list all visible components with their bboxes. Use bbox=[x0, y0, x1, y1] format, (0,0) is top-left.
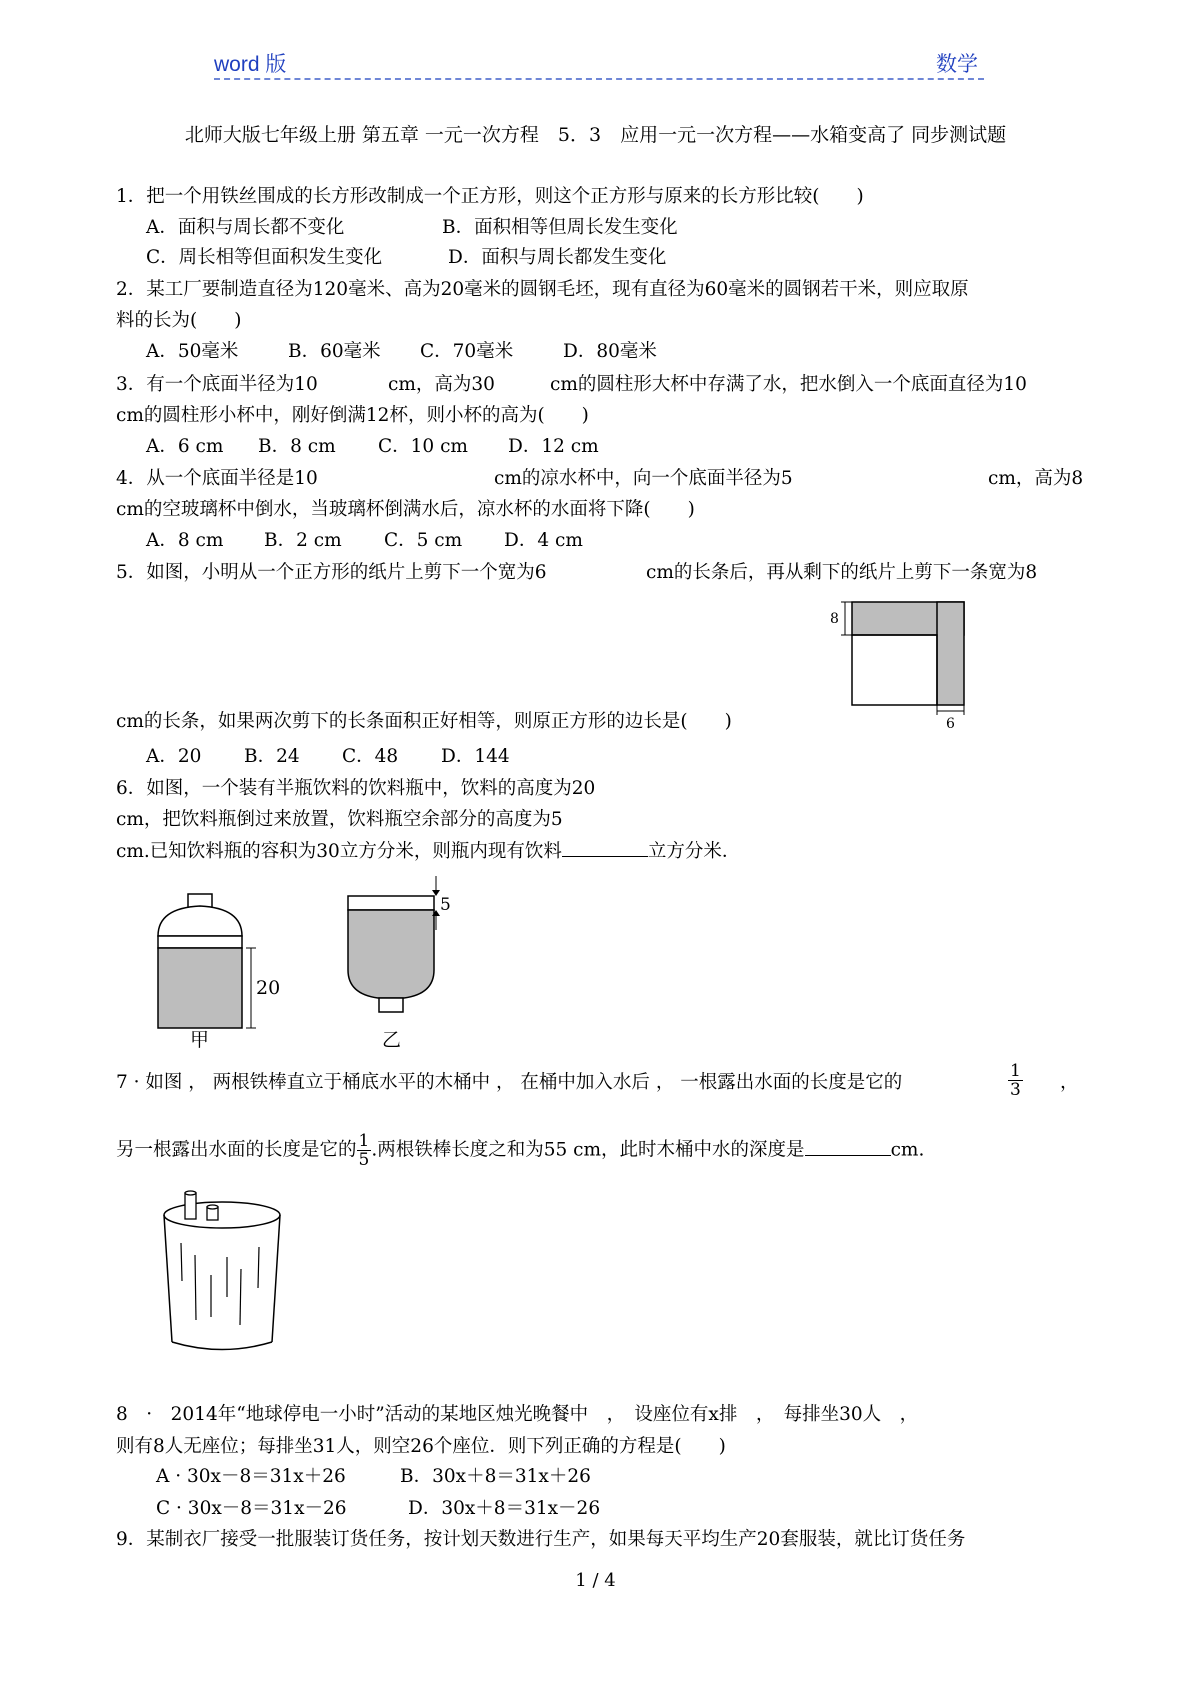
q7-stem-line1: 7 · 如图 ， 两根铁棒直立于桶底水平的木桶中 ， 在桶中加入水后 ， 一根露出水面的长度是它的 bbox=[116, 1072, 903, 1093]
q7-frac2-num: 1 bbox=[358, 1131, 370, 1151]
q4-option-a: A．8 cm bbox=[146, 530, 224, 551]
q6-stem-line2: cm，把饮料瓶倒过来放置，饮料瓶空余部分的高度为5 bbox=[116, 809, 563, 830]
q3-stem-part2: cm，高为30 bbox=[388, 374, 495, 395]
q6-stem-line3a: cm.已知饮料瓶的容积为30立方分米，则瓶内现有饮料 bbox=[116, 841, 562, 862]
q7-frac1-den: 3 bbox=[1010, 1080, 1021, 1100]
q6-stem-line3 bbox=[116, 838, 740, 865]
q7-stem-line2 bbox=[116, 1132, 924, 1169]
q6-bottle-figure bbox=[150, 866, 470, 1051]
q5-option-d: D．144 bbox=[441, 746, 510, 767]
q6-label-yi: 乙 bbox=[382, 1029, 402, 1051]
page-title: 北师大版七年级上册 第五章 一元一次方程 5．3 应用一元一次方程——水箱变高了 同步测试题 bbox=[184, 124, 1007, 146]
q3-stem-part3: cm的圆柱形大杯中存满了水，把水倒入一个底面直径为10 bbox=[550, 374, 1027, 395]
q4-stem-part2: cm的凉水杯中，向一个底面半径为5 bbox=[494, 468, 793, 489]
q5-option-a: A．20 bbox=[146, 746, 202, 767]
header-subject: 数学 bbox=[936, 52, 978, 76]
q3-stem-part1: 3．有一个底面半径为10 bbox=[116, 374, 318, 395]
q2-stem-line2: 料的长为( ) bbox=[116, 310, 242, 331]
q4-stem-part3: cm，高为8 bbox=[988, 468, 1084, 489]
q7-stem-part2: 另一根露出水面的长度是它的 bbox=[116, 1139, 357, 1161]
q4-stem-part1: 4．从一个底面半径是10 bbox=[116, 468, 318, 489]
q1-option-b: B．面积相等但周长发生变化 bbox=[442, 217, 678, 238]
q4-stem-line2: cm的空玻璃杯中倒水，当玻璃杯倒满水后，凉水杯的水面将下降( ) bbox=[116, 499, 695, 520]
q7-comma: ， bbox=[1060, 1072, 1079, 1093]
q7-stem-part3: .两根铁棒长度之和为55 cm，此时木桶中水的深度是 bbox=[371, 1139, 805, 1161]
q5-option-b: B．24 bbox=[244, 746, 300, 767]
q3-option-c: C．10 cm bbox=[378, 436, 468, 457]
q5-label-8: 8 bbox=[830, 611, 839, 627]
q3-stem-line2: cm的圆柱形小杯中，刚好倒满12杯，则小杯的高为( ) bbox=[116, 405, 589, 426]
q7-bucket-figure bbox=[155, 1185, 295, 1355]
q1-option-a: A．面积与周长都不变化 bbox=[146, 217, 345, 238]
q4-option-d: D．4 cm bbox=[504, 530, 583, 551]
q5-label-6: 6 bbox=[946, 716, 955, 732]
q1-stem: 1．把一个用铁丝围成的长方形改制成一个正方形，则这个正方形与原来的长方形比较( ) bbox=[116, 186, 864, 207]
q6-stem-line3b: 立方分米． bbox=[647, 841, 741, 862]
q8-option-d: D．30x＋8＝31x－26 bbox=[408, 1498, 601, 1519]
q4-option-b: B．2 cm bbox=[264, 530, 342, 551]
q6-label-5: 5 bbox=[440, 895, 451, 915]
q5-stem-line2: cm的长条，如果两次剪下的长条面积正好相等，则原正方形的边长是( ) bbox=[116, 711, 732, 732]
q3-option-b: B．8 cm bbox=[258, 436, 336, 457]
q2-option-d: D．80毫米 bbox=[563, 341, 657, 362]
q3-option-d: D．12 cm bbox=[508, 436, 599, 457]
q6-label-20: 20 bbox=[256, 977, 281, 999]
header-word-version: word 版 bbox=[214, 53, 287, 76]
q2-option-c: C．70毫米 bbox=[420, 341, 514, 362]
q5-option-c: C．48 bbox=[342, 746, 399, 767]
q7-stem-part4: cm. bbox=[890, 1139, 925, 1161]
q2-option-a: A．50毫米 bbox=[146, 341, 239, 362]
q8-stem-line1: 8 · 2014年“地球停电一小时”活动的某地区烛光晚餐中 ， 设座位有x排 ， 每排坐30人 ， bbox=[116, 1404, 919, 1425]
q8-option-b: B．30x＋8＝31x＋26 bbox=[400, 1466, 591, 1487]
q1-option-d: D．面积与周长都发生变化 bbox=[448, 247, 667, 268]
q2-option-b: B．60毫米 bbox=[288, 341, 381, 362]
q5-square-figure bbox=[825, 600, 975, 730]
q7-fraction-1-3 bbox=[1008, 1062, 1023, 1099]
q1-option-c: C．周长相等但面积发生变化 bbox=[146, 247, 383, 268]
q5-stem-part1: 5．如图，小明从一个正方形的纸片上剪下一个宽为6 bbox=[116, 562, 547, 583]
header-divider bbox=[214, 78, 984, 80]
q5-stem-part2: cm的长条后，再从剩下的纸片上剪下一条宽为8 bbox=[646, 562, 1038, 583]
q9-stem-line1: 9．某制衣厂接受一批服装订货任务，按计划天数进行生产，如果每天平均生产20套服装，就比订货任务 bbox=[116, 1529, 966, 1550]
q8-option-c: C · 30x－8＝31x－26 bbox=[156, 1498, 347, 1519]
q6-label-jia: 甲 bbox=[190, 1029, 210, 1051]
q8-option-a: A · 30x－8＝31x＋26 bbox=[156, 1466, 346, 1487]
q6-answer-blank bbox=[562, 838, 648, 857]
q7-frac2-den: 5 bbox=[358, 1150, 370, 1170]
q8-stem-line2: 则有8人无座位；每排坐31人，则空26个座位．则下列正确的方程是( ) bbox=[116, 1436, 726, 1457]
q3-option-a: A．6 cm bbox=[146, 436, 224, 457]
q4-option-c: C．5 cm bbox=[384, 530, 463, 551]
q2-stem-line1: 2．某工厂要制造直径为120毫米、高为20毫米的圆钢毛坯，现有直径为60毫米的圆钢若干米，则应取原 bbox=[116, 279, 969, 300]
page-number: 1 / 4 bbox=[575, 1570, 616, 1591]
q7-frac1-num: 1 bbox=[1010, 1061, 1021, 1081]
q6-stem-line1: 6．如图，一个装有半瓶饮料的饮料瓶中，饮料的高度为20 bbox=[116, 778, 596, 799]
q7-answer-blank bbox=[805, 1137, 891, 1156]
